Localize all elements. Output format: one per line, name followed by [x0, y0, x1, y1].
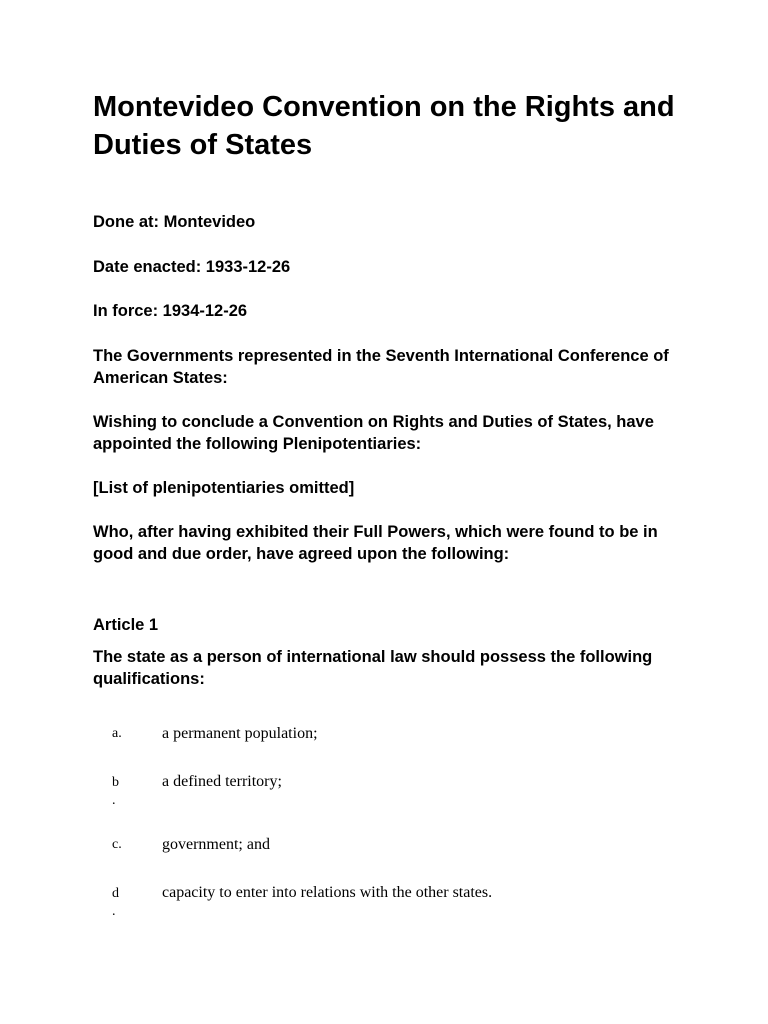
preamble-wishing: Wishing to conclude a Convention on Rights and Duties of States, have appointed the following Plenipotentiaries: — [93, 413, 654, 453]
preamble-governments: The Governments represented in the Seventh International Conference of American States: — [93, 347, 669, 387]
list-item: a permanent population; — [162, 725, 318, 742]
date-enacted: Date enacted: 1933-12-26 — [93, 258, 291, 276]
list-item: government; and — [162, 836, 270, 853]
list-item: a defined territory; — [162, 773, 282, 790]
article-heading: Article 1 — [93, 616, 159, 634]
list-marker: a. — [112, 726, 122, 741]
list-marker: b . — [112, 775, 119, 808]
preamble-full-powers: Who, after having exhibited their Full Powers, which were found to be in good and due order, have agreed upon the following: — [93, 523, 658, 563]
plenipotentiaries-omitted-note: [List of plenipotentiaries omitted] — [93, 479, 355, 497]
in-force: In force: 1934-12-26 — [93, 302, 248, 320]
done-at: Done at: Montevideo — [93, 213, 256, 231]
article-intro: The state as a person of international law should possess the following qualifications: — [93, 648, 653, 688]
list-marker: d . — [112, 886, 119, 919]
list-marker: c. — [112, 837, 122, 852]
document-title: Montevideo Convention on the Rights and Duties of States — [93, 91, 675, 161]
list-item: capacity to enter into relations with the other states. — [162, 884, 493, 901]
